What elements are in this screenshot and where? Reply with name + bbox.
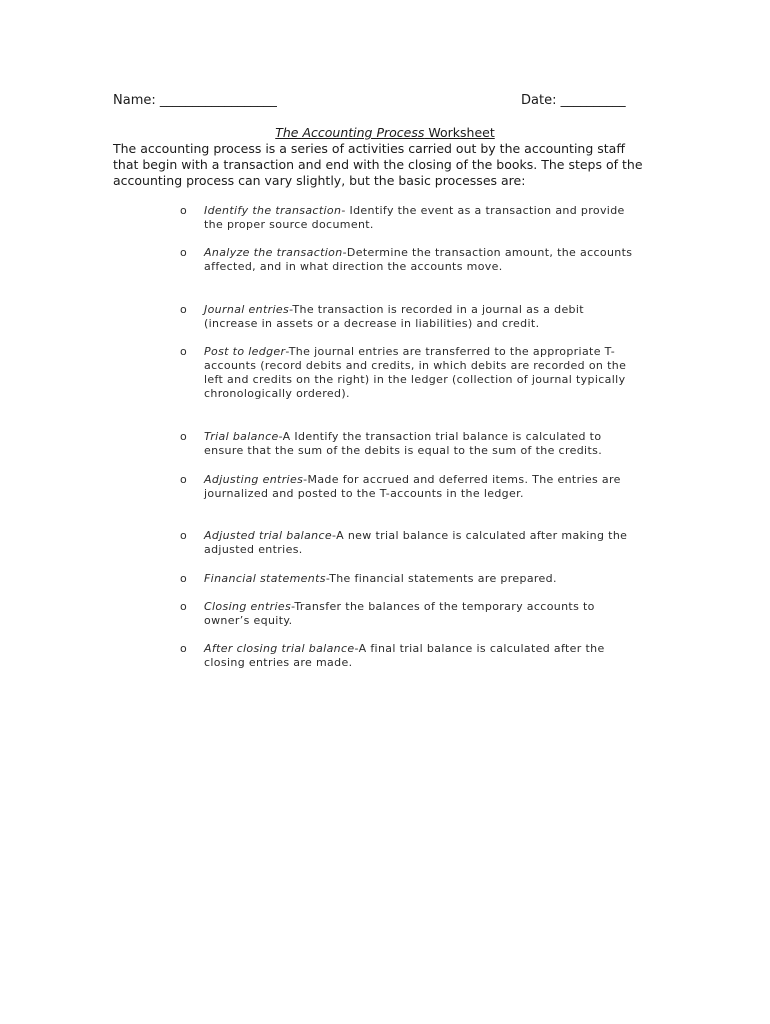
step-title: Financial statements [204,572,326,585]
step-line: (increase in assets or a decrease in liabilities) and credit. [204,317,540,330]
step-text [204,572,664,586]
bullet-circle-icon: o [180,430,188,443]
step-line [204,303,664,317]
step-line [204,600,664,614]
step-title: Post to ledger [204,345,286,358]
step-title: Closing entries [204,600,292,613]
step-line [204,246,664,260]
step-description: -A new trial balance is calculated after making the [332,529,628,542]
step-line [204,529,664,543]
step-line: left and credits on the right) in the ledger (collection of journal typically [204,373,626,386]
bullet-circle-icon: o [180,345,188,358]
step-text [204,204,664,232]
step-text [204,529,664,557]
step-line [204,642,664,656]
step-description: - Identify the event as a transaction and provide [341,204,625,217]
step-description: -Transfer the balances of the temporary accounts to [291,600,595,613]
step-text [204,303,664,331]
step-description: -Made for accrued and deferred items. The entries are [303,473,621,486]
bullet-circle-icon: o [180,246,188,259]
title-italic-part: The Accounting Process [275,125,425,140]
step-line: chronologically ordered). [204,387,350,400]
intro-line: that begin with a transaction and end with the closing of the books. The steps of the [113,157,643,172]
bullet-circle-icon: o [180,642,188,655]
step-text [204,600,664,628]
step-description: -A final trial balance is calculated after the [354,642,605,655]
date-field[interactable]: Date: __________ [521,93,626,108]
step-description: -The journal entries are transferred to the appropriate T- [285,345,616,358]
step-line: accounts (record debits and credits, in which debits are recorded on the [204,359,627,372]
step-title: Trial balance [204,430,279,443]
step-title: Analyze the transaction [204,246,343,259]
step-title: Journal entries [204,303,290,316]
step-title: Adjusting entries [204,473,304,486]
step-line: owner’s equity. [204,614,293,627]
bullet-circle-icon: o [180,303,188,316]
bullet-circle-icon: o [180,473,188,486]
step-text [204,473,664,501]
step-text [204,345,664,401]
intro-line: The accounting process is a series of activities carried out by the accounting staff [113,141,625,156]
step-title: After closing trial balance [204,642,355,655]
step-description: -The transaction is recorded in a journal as a debit [289,303,584,316]
step-line [204,473,664,487]
name-field[interactable]: Name: __________________ [113,93,277,108]
step-line: affected, and in what direction the accounts move. [204,260,503,273]
title-plain-part: Worksheet [424,125,495,140]
step-title: Identify the transaction [204,204,342,217]
step-line: the proper source document. [204,218,374,231]
step-line [204,430,664,444]
step-line [204,345,664,359]
bullet-circle-icon: o [180,572,188,585]
step-title: Adjusted trial balance [204,529,333,542]
step-description: -A Identify the transaction trial balance is calculated to [278,430,602,443]
step-line [204,572,664,586]
step-line: journalized and posted to the T-accounts in the ledger. [204,487,524,500]
step-line: ensure that the sum of the debits is equal to the sum of the credits. [204,444,603,457]
intro-line: accounting process can vary slightly, but the basic processes are: [113,173,526,188]
step-line: adjusted entries. [204,543,303,556]
bullet-circle-icon: o [180,600,188,613]
step-text [204,246,664,274]
step-text [204,642,664,670]
bullet-circle-icon: o [180,204,188,217]
step-line: closing entries are made. [204,656,353,669]
step-description: -Determine the transaction amount, the accounts [342,246,633,259]
step-text [204,430,664,458]
step-line [204,204,664,218]
bullet-circle-icon: o [180,529,188,542]
step-description: -The financial statements are prepared. [325,572,557,585]
